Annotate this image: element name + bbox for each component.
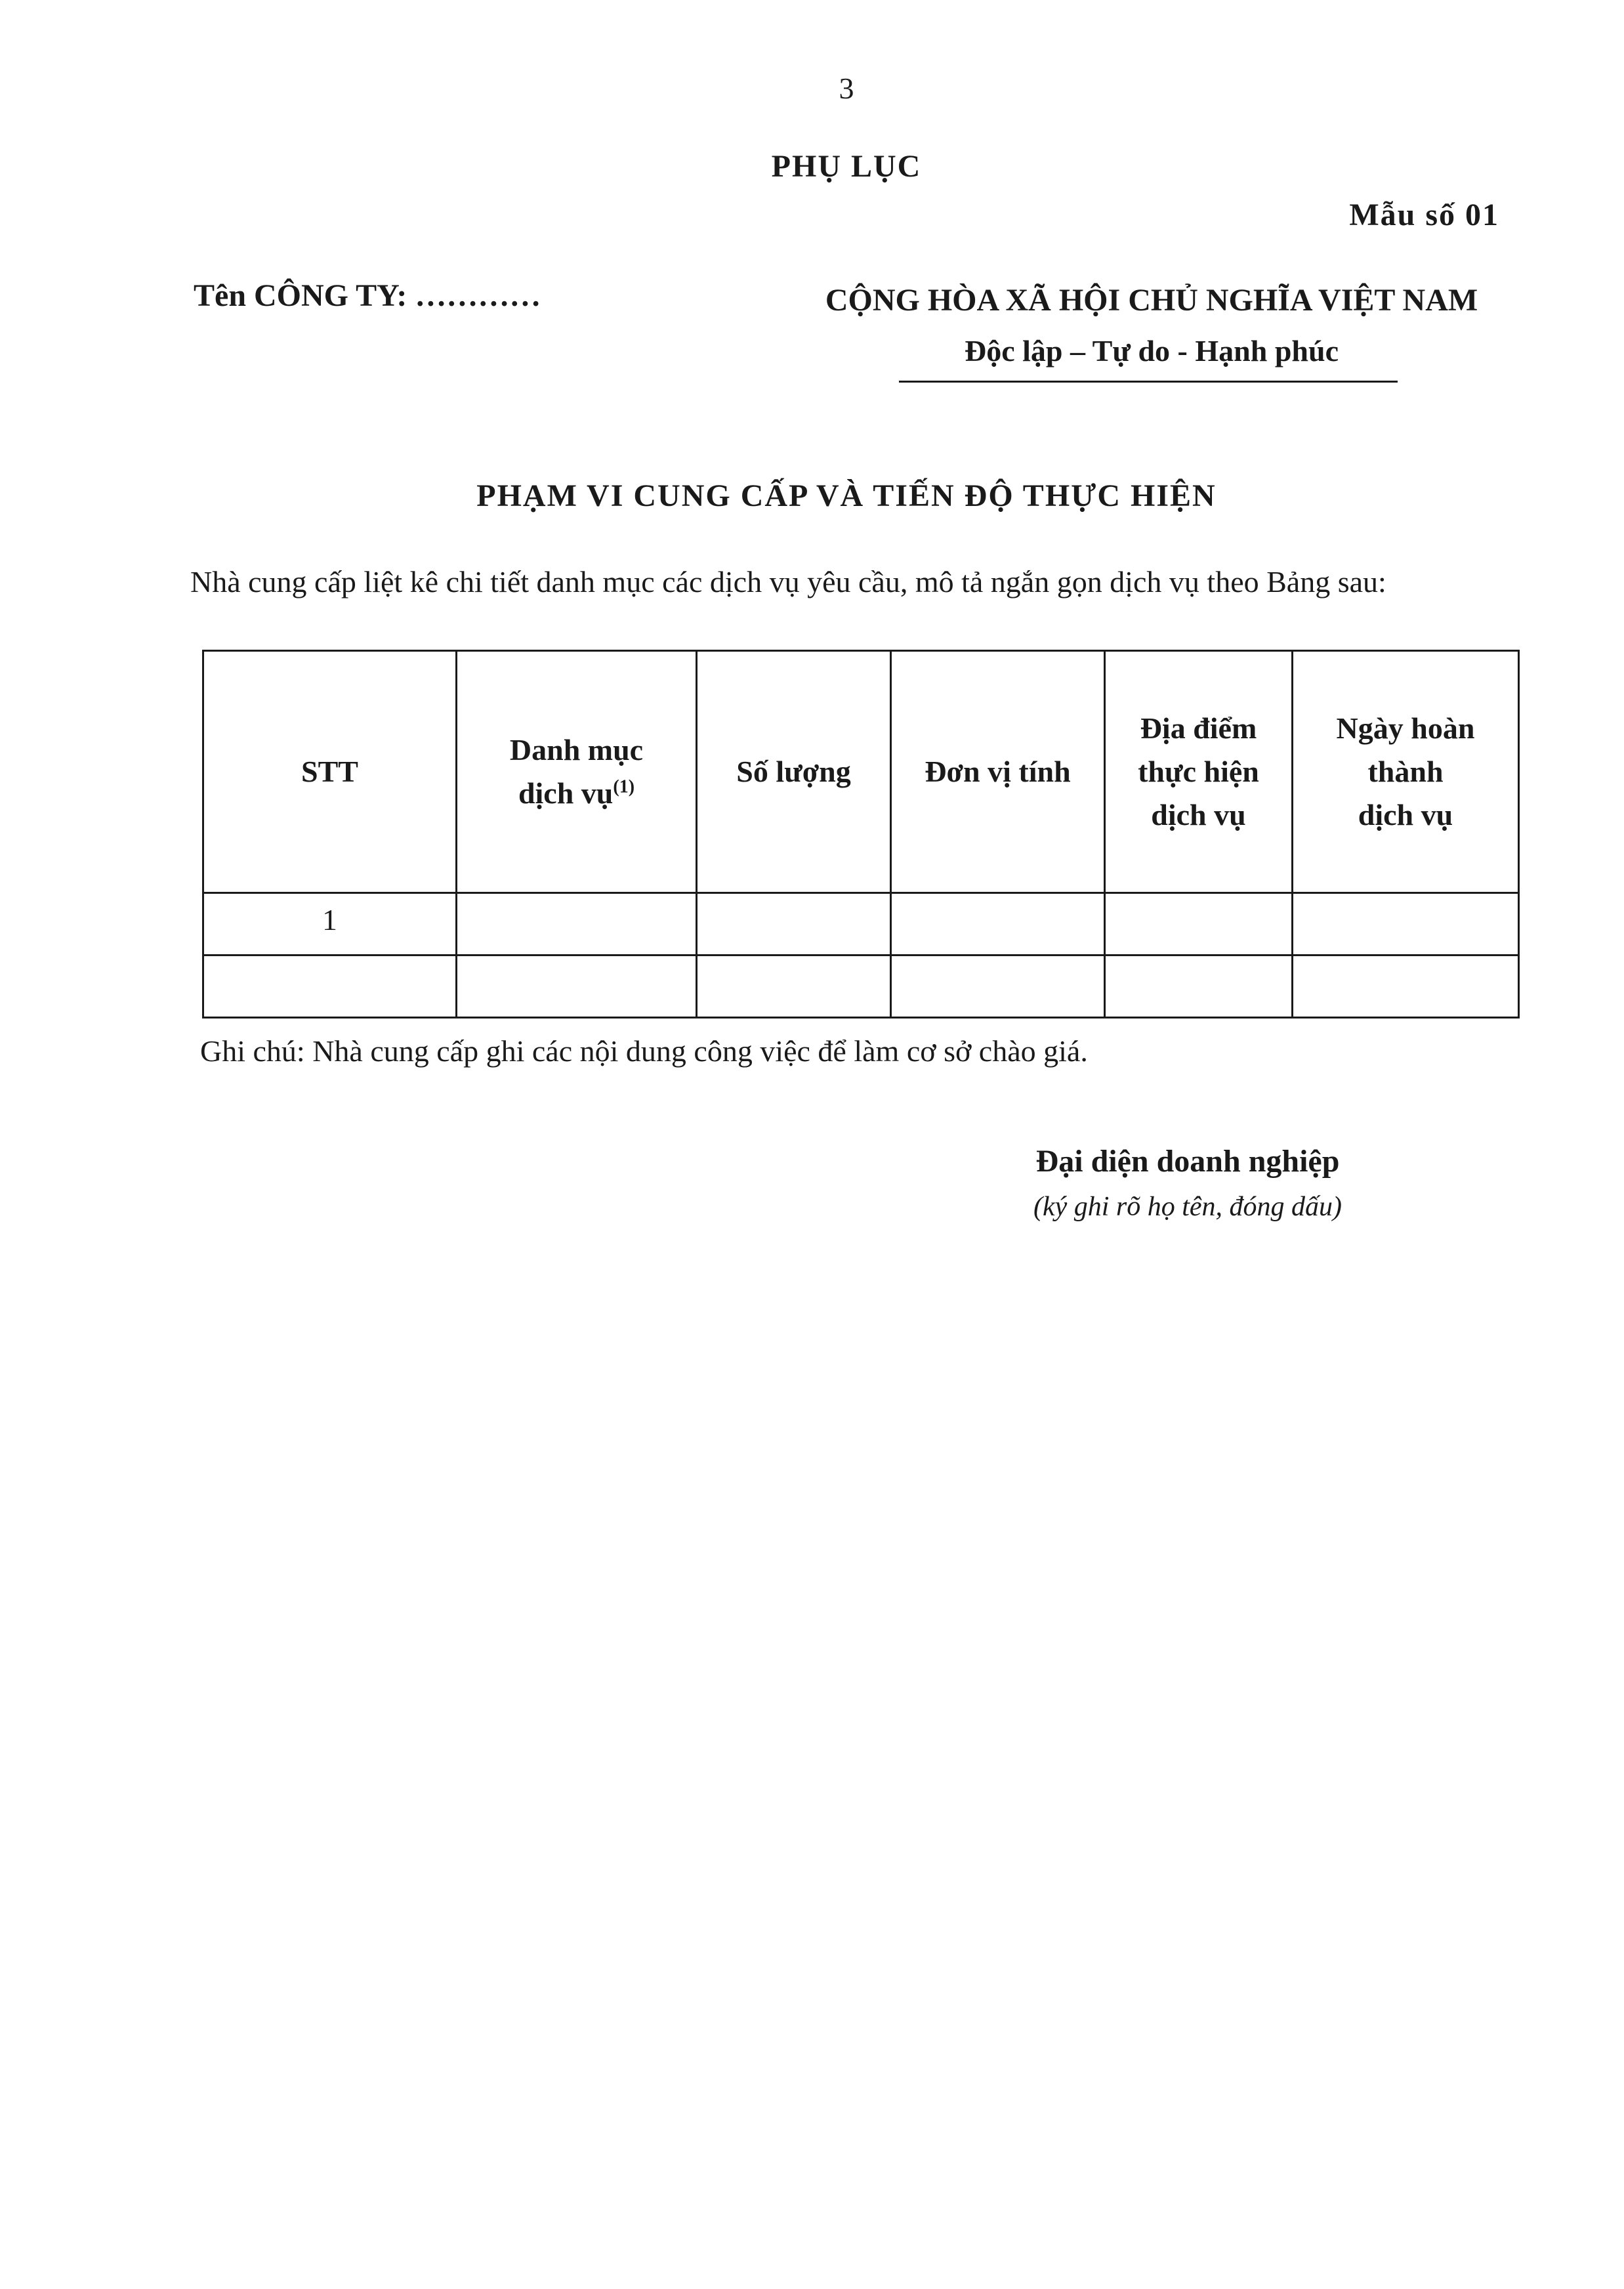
cell-don-vi-tinh (891, 956, 1105, 1018)
cell-so-luong (697, 893, 891, 956)
cell-stt (203, 956, 457, 1018)
table-header-row (203, 651, 1519, 893)
section-title: PHẠM VI CUNG CẤP VÀ TIẾN ĐỘ THỰC HIỆN (476, 478, 1217, 513)
cell-ngay (1293, 956, 1519, 1018)
header-stt: STT (203, 651, 457, 893)
header-danh-muc-line1: Danh mục (509, 733, 644, 766)
header-danh-muc-line2: dịch vụ (518, 776, 614, 810)
table-row (203, 956, 1519, 1018)
cell-so-luong (697, 956, 891, 1018)
cell-danh-muc (457, 893, 697, 956)
cell-dia-diem (1105, 893, 1293, 956)
motto-underline (899, 381, 1398, 383)
cell-stt: 1 (203, 893, 457, 956)
company-label: Tên CÔNG TY: ………… (194, 278, 541, 313)
note-text: Ghi chú: Nhà cung cấp ghi các nội dung công việc để làm cơ sở chào giá. (200, 1034, 1088, 1068)
cell-ngay (1293, 893, 1519, 956)
signature-title: Đại diện doanh nghiệp (1035, 1144, 1340, 1179)
motto: Độc lập – Tự do - Hạnh phúc (965, 334, 1339, 368)
header-danh-muc (457, 651, 697, 893)
form-number: Mẫu số 01 (1349, 198, 1499, 232)
nation-title: CỘNG HÒA XÃ HỘI CHỦ NGHĨA VIỆT NAM (825, 283, 1478, 318)
header-so-luong: Số lượng (697, 651, 891, 893)
footnote-ref: (1) (613, 776, 635, 797)
header-ngay-hoan-thanh: Ngày hoàn thành dịch vụ (1293, 651, 1519, 893)
service-table (202, 650, 1520, 1018)
signature-subtitle: (ký ghi rõ họ tên, đóng dấu) (1033, 1192, 1343, 1222)
table-row (203, 893, 1519, 956)
header-dia-diem: Địa điểm thực hiện dịch vụ (1105, 651, 1293, 893)
header-don-vi-tinh: Đơn vị tính (891, 651, 1105, 893)
page-number: 3 (839, 72, 854, 105)
appendix-title: PHỤ LỤC (771, 149, 922, 184)
cell-don-vi-tinh (891, 893, 1105, 956)
intro-text: Nhà cung cấp liệt kê chi tiết danh mục các dịch vụ yêu cầu, mô tả ngắn gọn dịch vụ theo Bảng sau: (190, 565, 1386, 598)
cell-danh-muc (457, 956, 697, 1018)
cell-dia-diem (1105, 956, 1293, 1018)
